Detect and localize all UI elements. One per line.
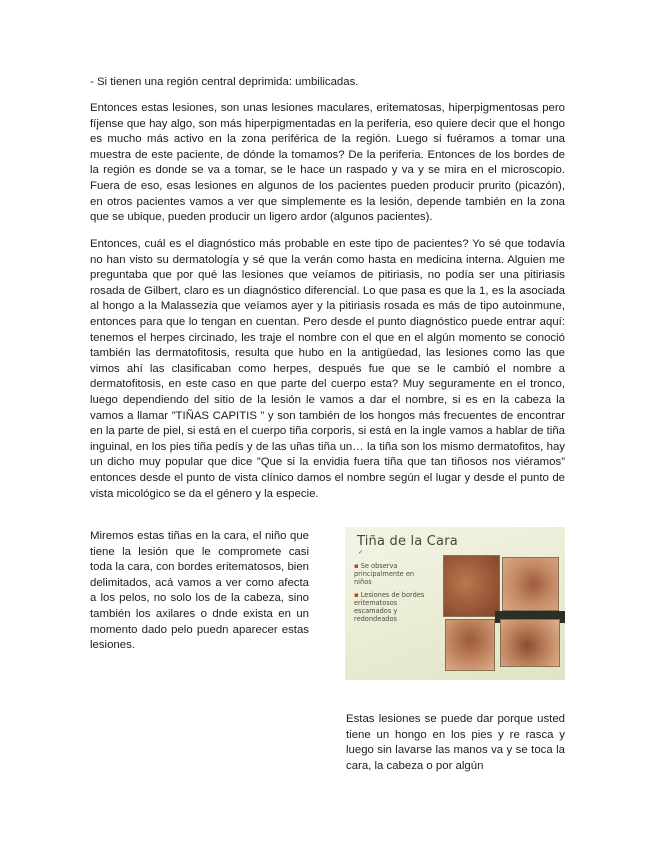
slide-bullet-text: Lesiones de bordes eritematosos escamados y redondeados (354, 591, 425, 623)
slide-subtitle: ✓ (358, 550, 364, 556)
paragraph-lesiones: Entonces estas lesiones, son unas lesiones maculares, eritematosas, hiperpigmentosas pero fíjense que hay algo, son más hiperpigmentadas en la periferia, eso quiere decir que el hongo es mucho más activo en la zona periférica de la región. Luego si fuéramos a tomar una muestra de este paciente, de dónde la tomamos? De la periferia. Entonces de los bordes de la región es donde se va a tomar, se le hace un raspado y va y se mira en el microscopio. Fuera de eso, esas lesiones en algunos de los pacientes pueden producir prurito (picazón), en otros pacientes vamos a ver que simplemente es la lesión, depende también en la zona que se ubique, pueden producir un ligero ardor (algunos pacientes). (90, 102, 565, 224)
bullet-icon: ▪ (354, 591, 359, 599)
clinical-photo (502, 557, 559, 611)
clinical-photo (500, 619, 560, 667)
paragraph-contagio: Estas lesiones se puede dar porque usted tiene un hongo en los pies y re rasca y luego sin lavarse las manos va y se toca la cara, la cabeza o por algún (346, 713, 565, 772)
slide-title: Tiña de la Cara (357, 534, 458, 549)
slide-image-tina-cara (345, 527, 565, 680)
clinical-photo (445, 619, 495, 671)
clinical-photo (443, 555, 500, 617)
slide-bullet (354, 591, 432, 623)
slide-bullet (354, 562, 432, 586)
paragraph-umbilicadas: - Si tienen una región central deprimida: umbilicadas. (90, 76, 359, 88)
bullet-icon: ▪ (354, 562, 359, 570)
paragraph-tinas-cara: Miremos estas tiñas en la cara, el niño que tiene la lesión que le compromete casi toda la cara, con bordes eritematosos, bien delimitados, acá vamos a ver como afecta a los pelos, no solo los de la cabeza, sino también los axilares o dnde exista en un momento dado pelo puedn aparecer estas lesiones. (90, 530, 309, 652)
paragraph-diagnostico: Entonces, cuál es el diagnóstico más probable en este tipo de pacientes? Yo sé que todavía no han visto su dermatología y sé que la verán como hasta en medicina interna. Alguien me preguntaba que por qué las lesiones que veíamos de pitiriasis, no podía ser una pitiriasis rosada de Gilbert, claro es un diagnóstico diferencial. Lo que pasa es que la 1, es la asociada al hongo a la Malassezia que veíamos ayer y la pitiriasis rosada es más de tipo autoinmune, entonces para que lo tengan en cuentan. Pero desde el punto diagnóstico puede entrar aquí: tenemos el herpes circinado, les traje el nombre con el que en el algún momento se conoció también las dermatofitosis, resulta que hubo en la antigüedad, las lesiones como las que vimos ahí las clasificaban como herpes, después fue que se le cambió el nombre a dermatofitosis, en este caso en que parte del cuerpo esta? Muy seguramente en el tronco, luego dependiendo del sitio de la lesión le vamos a dar el nombre, si es en la cabeza la vamos a llamar ”TIÑAS CAPITIS ” y son también de los hongos más frecuentes de encontrar en la parte de piel, si está en el cuerpo tiña corporis, si está en la ingle vamos a hablar de tiña inguinal, en los pies tiña pedís y de las uñas tiña un… la tiña son los mismo dermatofitos, hay un dicho muy popular que dice ”Que si la envidia fuera tiña que tan tiñosos nos viéramos” entonces desde el punto de vista clínico damos el nombre según el lugar y desde el punto de vista micológico se da el género y la especie. (90, 238, 565, 500)
slide-bullet-text: Se observa principalmente en niños (354, 562, 415, 586)
